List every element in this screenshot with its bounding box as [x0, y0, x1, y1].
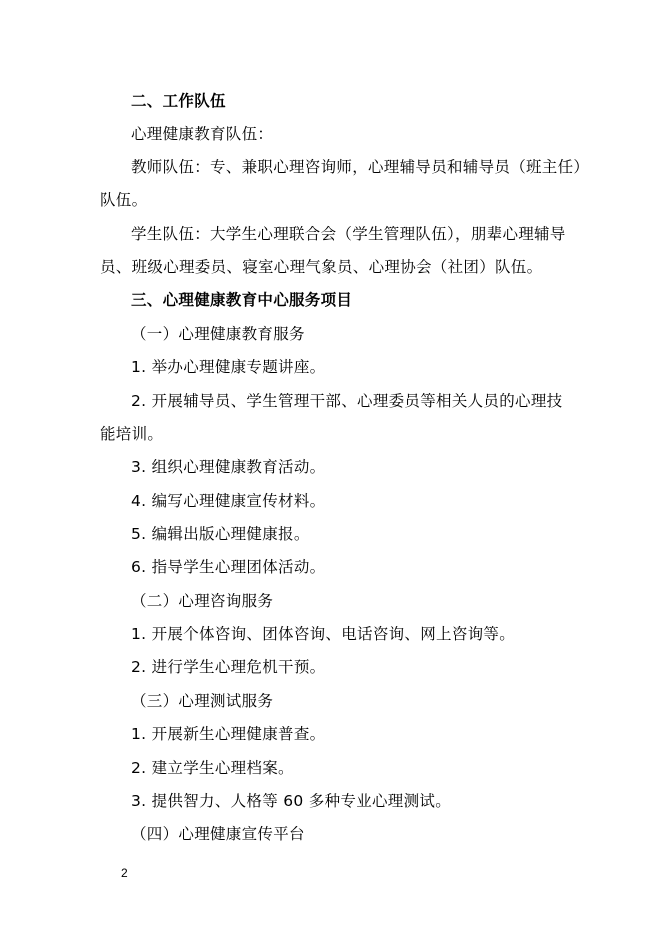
paragraph-team-intro: 心理健康教育队伍：	[131, 125, 274, 143]
list-item: 3. 提供智力、人格等 60 多种专业心理测试。	[131, 792, 451, 810]
list-item-continuation: 能培训。	[100, 425, 164, 443]
list-item: 2. 开展辅导员、学生管理干部、心理委员等相关人员的心理技	[131, 392, 563, 410]
list-item: 2. 建立学生心理档案。	[131, 759, 294, 777]
list-item: 1. 开展个体咨询、团体咨询、电话咨询、网上咨询等。	[131, 625, 516, 643]
list-item: 3. 组织心理健康教育活动。	[131, 458, 326, 476]
section-heading-work-team: 二、工作队伍	[131, 92, 226, 110]
paragraph-student-team-line2: 员、班级心理委员、寝室心理气象员、心理协会（社团）队伍。	[100, 258, 543, 276]
section-heading-service-items: 三、心理健康教育中心服务项目	[131, 291, 353, 309]
paragraph-teacher-team-line1: 教师队伍：专、兼职心理咨询师，心理辅导员和辅导员（班主任）	[131, 158, 590, 176]
subheading-testing-service: （三）心理测试服务	[131, 692, 274, 710]
list-item: 1. 举办心理健康专题讲座。	[131, 358, 326, 376]
paragraph-student-team-line1: 学生队伍：大学生心理联合会（学生管理队伍），朋辈心理辅导	[131, 225, 566, 243]
list-item: 4. 编写心理健康宣传材料。	[131, 492, 326, 510]
list-item: 5. 编辑出版心理健康报。	[131, 525, 310, 543]
page-number: 2	[121, 866, 128, 880]
subheading-education-service: （一）心理健康教育服务	[131, 325, 305, 343]
list-item: 6. 指导学生心理团体活动。	[131, 558, 326, 576]
subheading-counseling-service: （二）心理咨询服务	[131, 592, 274, 610]
paragraph-teacher-team-line2: 队伍。	[100, 191, 148, 209]
list-item: 2. 进行学生心理危机干预。	[131, 658, 326, 676]
list-item: 1. 开展新生心理健康普查。	[131, 725, 326, 743]
subheading-publicity-platform: （四）心理健康宣传平台	[131, 825, 305, 843]
